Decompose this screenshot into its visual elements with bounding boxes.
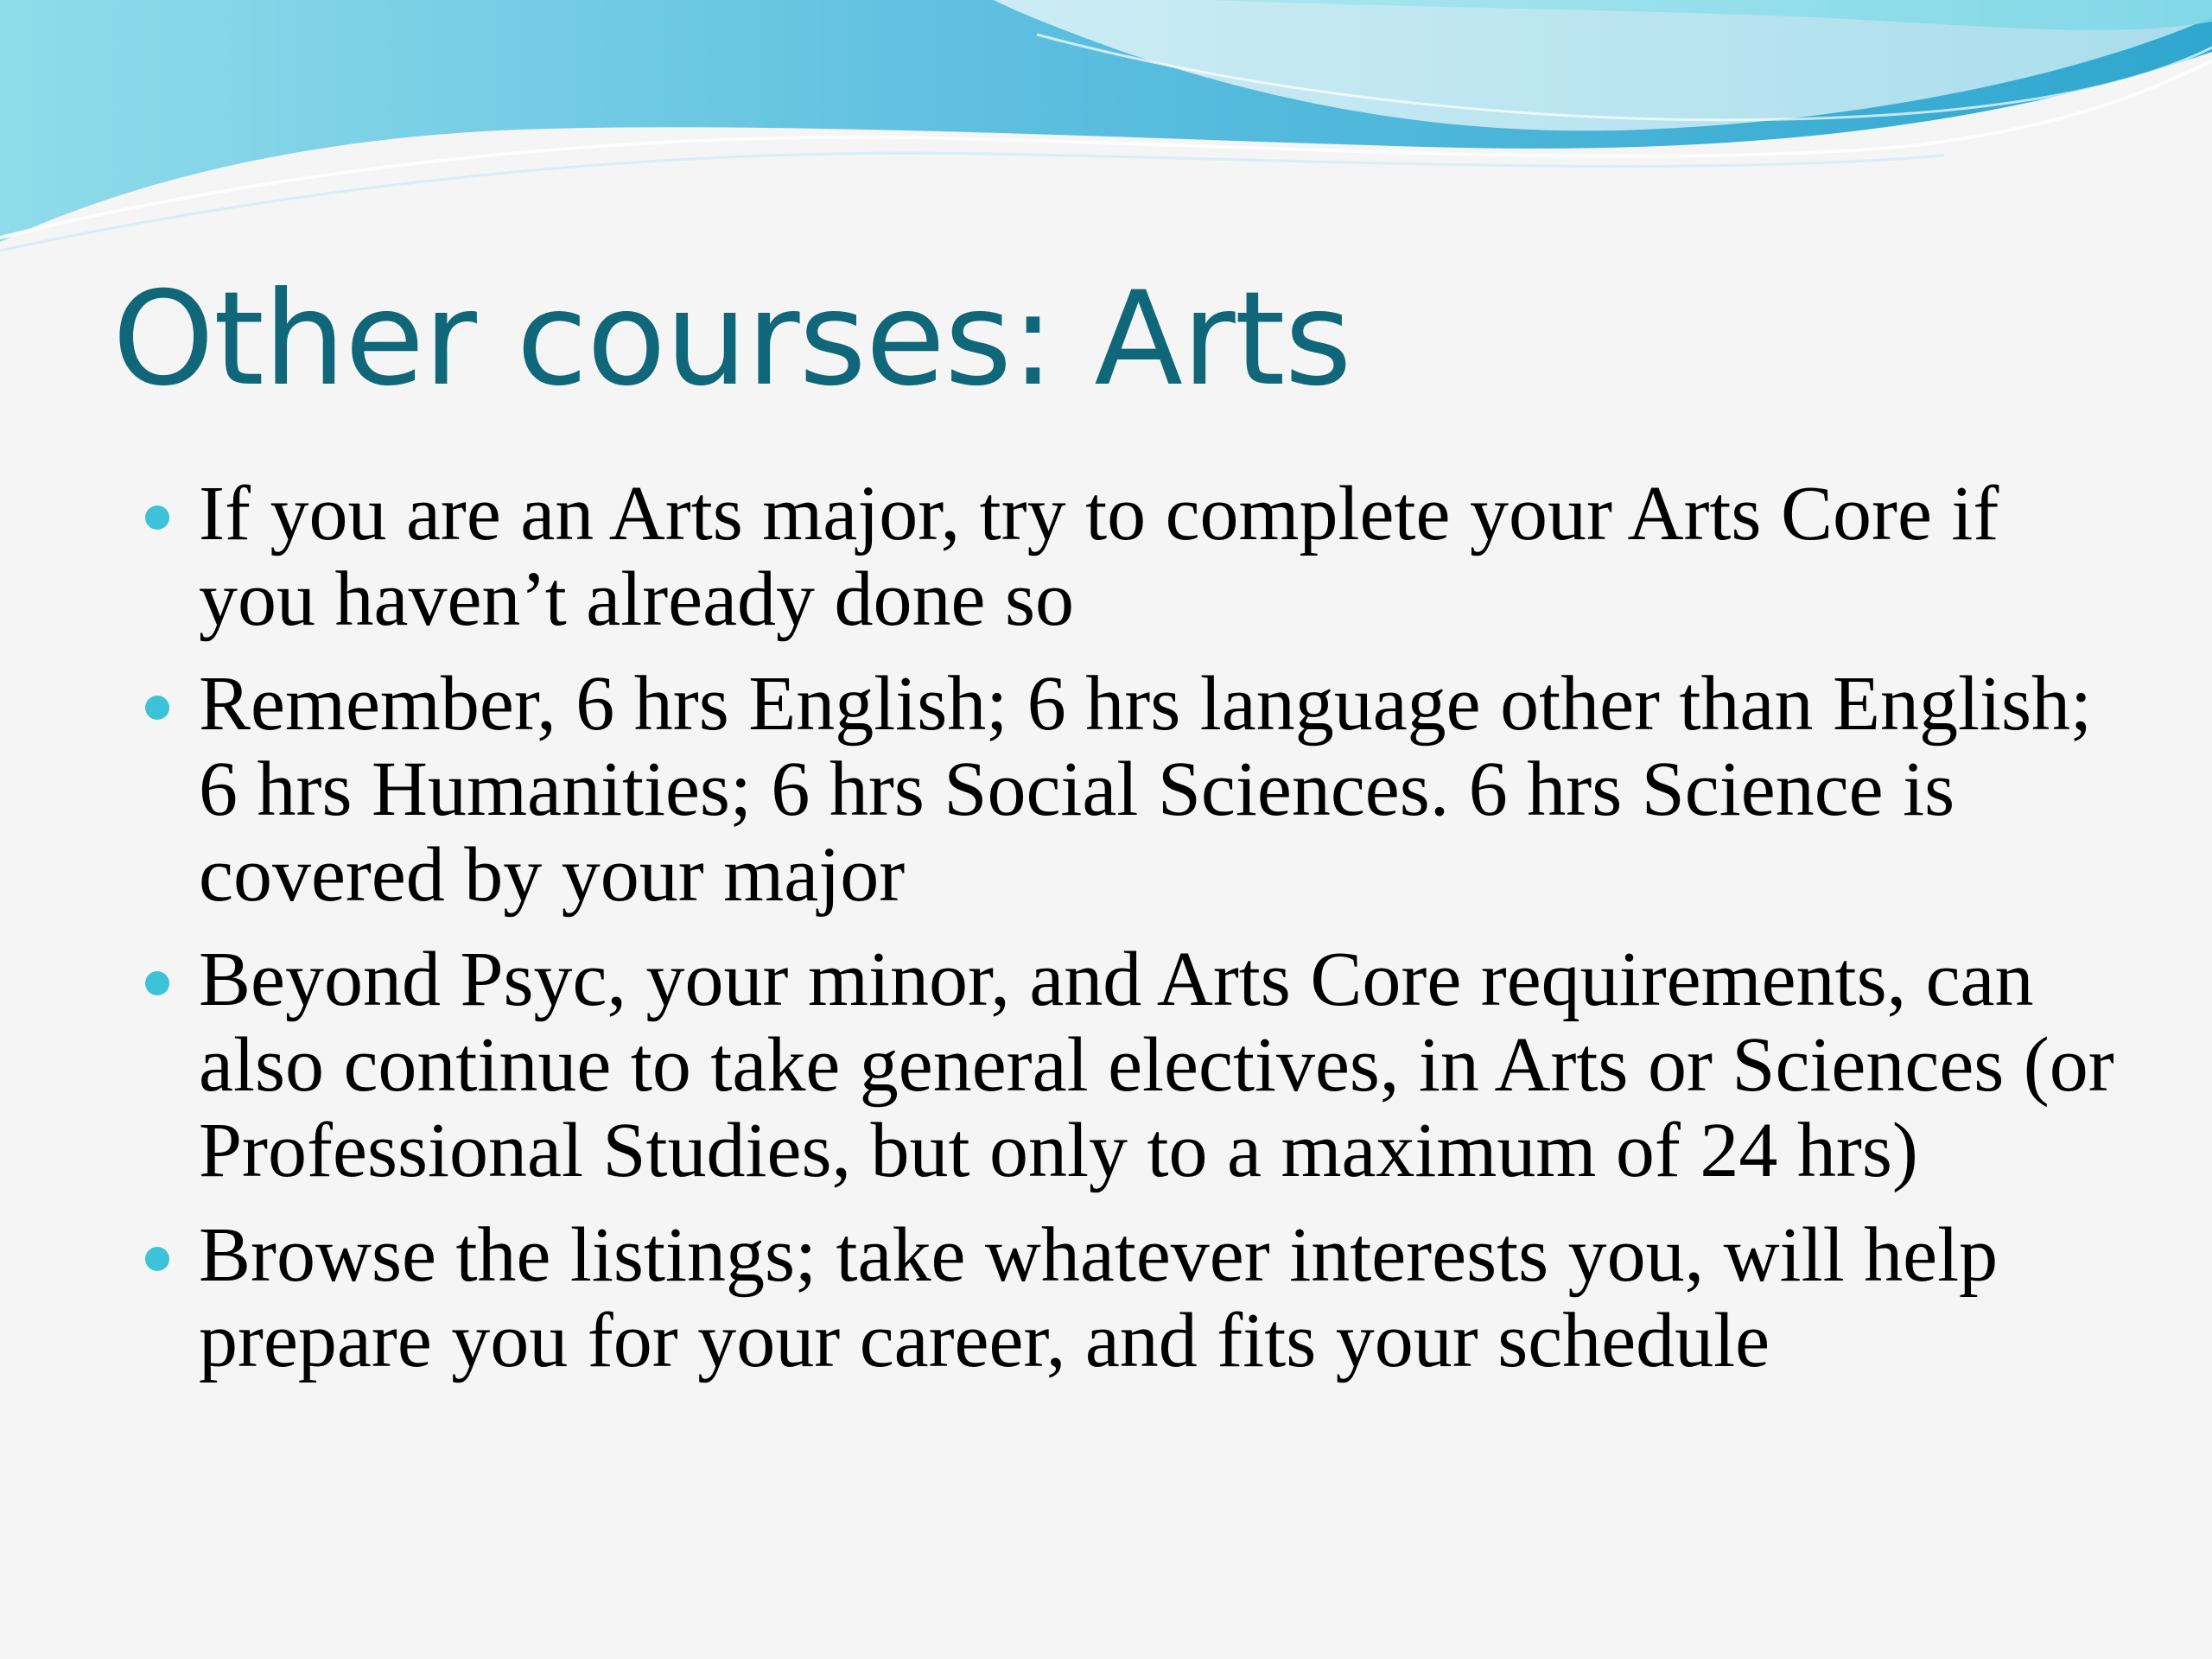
bullet-dot-icon xyxy=(145,971,169,995)
bullet-dot-icon xyxy=(145,505,169,530)
bullet-text: If you are an Arts major, try to complete your Arts Core if you haven’t already done so xyxy=(199,471,1999,642)
bullet-text: Remember, 6 hrs English; 6 hrs language other than English; 6 hrs Humanities; 6 hrs Social Sciences. 6 hrs Science is covered by your major xyxy=(199,661,2092,918)
bullet-dot-icon xyxy=(145,696,169,720)
slide-title: Other courses: Arts xyxy=(112,264,1351,415)
bullet-dot-icon xyxy=(145,1247,169,1271)
bullet-text: Browse the listings; take whatever interests you, will help prepare you for your career, and fits your schedule xyxy=(199,1212,1999,1383)
bullet-item xyxy=(138,661,2126,918)
bullet-list xyxy=(138,471,2126,1402)
bullet-item xyxy=(138,1212,2126,1383)
header-wave-decoration xyxy=(0,0,2212,259)
bullet-text: Beyond Psyc, your minor, and Arts Core requirements, can also continue to take general electives, in Arts or Sciences (or Professional Studies, but only to a maximum of 24 hrs) xyxy=(199,937,2114,1193)
bullet-item xyxy=(138,471,2126,642)
bullet-item xyxy=(138,937,2126,1193)
